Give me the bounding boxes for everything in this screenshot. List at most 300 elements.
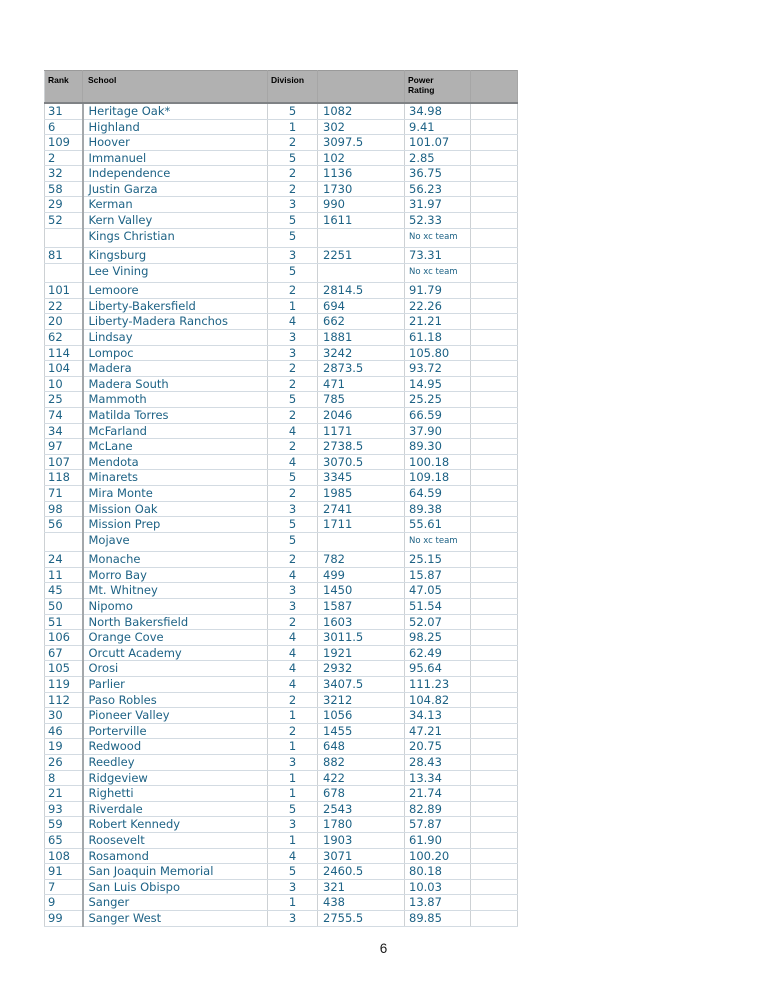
empty-cell <box>471 248 518 264</box>
division-cell: 3 <box>268 910 318 926</box>
empty-cell <box>471 770 518 786</box>
points-cell <box>318 263 405 283</box>
rank-cell: 10 <box>45 376 83 392</box>
table-row <box>45 645 518 661</box>
empty-cell <box>471 298 518 314</box>
rank-cell: 50 <box>45 599 83 615</box>
rank-cell: 45 <box>45 583 83 599</box>
school-cell: Redwood <box>83 739 268 755</box>
empty-cell <box>471 864 518 880</box>
school-cell: Ridgeview <box>83 770 268 786</box>
empty-cell <box>471 801 518 817</box>
rank-cell <box>45 228 83 248</box>
power-rating-cell: 52.07 <box>405 614 471 630</box>
empty-cell <box>471 330 518 346</box>
division-cell: 4 <box>268 454 318 470</box>
division-cell: 2 <box>268 485 318 501</box>
rank-cell: 46 <box>45 723 83 739</box>
column-header-division <box>268 71 318 104</box>
power-rating-cell: 89.38 <box>405 501 471 517</box>
table-row <box>45 470 518 486</box>
rank-cell: 119 <box>45 677 83 693</box>
table-header <box>45 71 518 104</box>
empty-cell <box>471 197 518 213</box>
school-cell: Lindsay <box>83 330 268 346</box>
empty-cell <box>471 166 518 182</box>
school-cell: Orcutt Academy <box>83 645 268 661</box>
points-cell: 2755.5 <box>318 910 405 926</box>
power-rating-cell: 104.82 <box>405 692 471 708</box>
empty-cell <box>471 817 518 833</box>
empty-cell <box>471 583 518 599</box>
division-cell: 3 <box>268 879 318 895</box>
school-cell: Heritage Oak* <box>83 103 268 119</box>
rank-cell: 24 <box>45 552 83 568</box>
empty-cell <box>471 879 518 895</box>
table-row <box>45 532 518 552</box>
rank-cell: 105 <box>45 661 83 677</box>
empty-cell <box>471 263 518 283</box>
division-cell: 2 <box>268 408 318 424</box>
division-cell: 5 <box>268 517 318 533</box>
table-row <box>45 567 518 583</box>
division-cell: 5 <box>268 228 318 248</box>
division-cell: 5 <box>268 470 318 486</box>
table-row <box>45 864 518 880</box>
empty-cell <box>471 599 518 615</box>
rank-cell: 2 <box>45 150 83 166</box>
table-row <box>45 723 518 739</box>
rank-cell <box>45 263 83 283</box>
school-cell: Minarets <box>83 470 268 486</box>
points-cell: 1903 <box>318 832 405 848</box>
column-header-power-rating-label: Power Rating <box>408 75 435 95</box>
division-cell: 3 <box>268 599 318 615</box>
rank-cell: 81 <box>45 248 83 264</box>
school-cell: San Joaquin Memorial <box>83 864 268 880</box>
school-cell: Lemoore <box>83 283 268 299</box>
school-cell: Matilda Torres <box>83 408 268 424</box>
empty-cell <box>471 910 518 926</box>
rank-cell: 59 <box>45 817 83 833</box>
school-cell: Liberty-Madera Ranchos <box>83 314 268 330</box>
points-cell: 471 <box>318 376 405 392</box>
empty-cell <box>471 677 518 693</box>
division-cell: 3 <box>268 248 318 264</box>
empty-cell <box>471 345 518 361</box>
power-rating-cell: 66.59 <box>405 408 471 424</box>
school-cell: Kerman <box>83 197 268 213</box>
school-cell: Robert Kennedy <box>83 817 268 833</box>
power-rating-cell: 21.21 <box>405 314 471 330</box>
table-row <box>45 848 518 864</box>
division-cell: 3 <box>268 817 318 833</box>
points-cell: 1171 <box>318 423 405 439</box>
power-rating-cell: 2.85 <box>405 150 471 166</box>
empty-cell <box>471 723 518 739</box>
points-cell: 990 <box>318 197 405 213</box>
division-cell: 2 <box>268 723 318 739</box>
power-rating-cell: 25.15 <box>405 552 471 568</box>
points-cell: 1780 <box>318 817 405 833</box>
school-cell: Orange Cove <box>83 630 268 646</box>
points-cell <box>318 532 405 552</box>
empty-cell <box>471 501 518 517</box>
points-cell: 1136 <box>318 166 405 182</box>
division-cell: 1 <box>268 895 318 911</box>
school-cell: Reedley <box>83 754 268 770</box>
school-cell: Madera South <box>83 376 268 392</box>
column-header-school <box>83 71 268 104</box>
table-row <box>45 283 518 299</box>
school-cell: Liberty-Bakersfield <box>83 298 268 314</box>
rank-cell: 34 <box>45 423 83 439</box>
empty-cell <box>471 119 518 135</box>
empty-cell <box>471 786 518 802</box>
power-rating-cell: 61.18 <box>405 330 471 346</box>
points-cell: 3242 <box>318 345 405 361</box>
header-row <box>45 71 518 104</box>
division-cell: 4 <box>268 314 318 330</box>
empty-cell <box>471 630 518 646</box>
power-rating-cell: 15.87 <box>405 567 471 583</box>
school-cell: Mt. Whitney <box>83 583 268 599</box>
points-cell: 2932 <box>318 661 405 677</box>
empty-cell <box>471 708 518 724</box>
table-row <box>45 119 518 135</box>
rank-cell: 118 <box>45 470 83 486</box>
table-row <box>45 423 518 439</box>
rank-cell: 106 <box>45 630 83 646</box>
school-cell: Madera <box>83 361 268 377</box>
division-cell: 5 <box>268 532 318 552</box>
table-row <box>45 392 518 408</box>
school-cell: Porterville <box>83 723 268 739</box>
division-cell: 3 <box>268 330 318 346</box>
points-cell: 1455 <box>318 723 405 739</box>
table-row <box>45 454 518 470</box>
division-cell: 1 <box>268 739 318 755</box>
table-row <box>45 583 518 599</box>
table-row <box>45 501 518 517</box>
power-rating-cell: 57.87 <box>405 817 471 833</box>
division-cell: 1 <box>268 786 318 802</box>
power-rating-cell: 21.74 <box>405 786 471 802</box>
table-row <box>45 361 518 377</box>
table-row <box>45 770 518 786</box>
points-cell: 1985 <box>318 485 405 501</box>
empty-cell <box>471 408 518 424</box>
school-cell: Morro Bay <box>83 567 268 583</box>
table-row <box>45 630 518 646</box>
division-cell: 5 <box>268 392 318 408</box>
points-cell: 2873.5 <box>318 361 405 377</box>
school-cell: Nipomo <box>83 599 268 615</box>
table-row <box>45 408 518 424</box>
column-header-division-label: Division <box>271 75 305 85</box>
division-cell: 4 <box>268 645 318 661</box>
division-cell: 2 <box>268 552 318 568</box>
power-rating-cell: 73.31 <box>405 248 471 264</box>
division-cell: 3 <box>268 754 318 770</box>
points-cell: 3097.5 <box>318 135 405 151</box>
school-cell: Independence <box>83 166 268 182</box>
empty-cell <box>471 485 518 501</box>
power-rating-cell: 14.95 <box>405 376 471 392</box>
school-cell: Lompoc <box>83 345 268 361</box>
points-cell: 3070.5 <box>318 454 405 470</box>
power-rating-cell: 13.34 <box>405 770 471 786</box>
division-cell: 5 <box>268 150 318 166</box>
division-cell: 2 <box>268 439 318 455</box>
points-cell: 1611 <box>318 213 405 229</box>
points-cell: 1730 <box>318 181 405 197</box>
rank-cell: 104 <box>45 361 83 377</box>
rank-cell: 101 <box>45 283 83 299</box>
points-cell: 3407.5 <box>318 677 405 693</box>
rank-cell <box>45 532 83 552</box>
rank-cell: 9 <box>45 895 83 911</box>
division-cell: 4 <box>268 661 318 677</box>
power-rating-cell: 10.03 <box>405 879 471 895</box>
rank-cell: 30 <box>45 708 83 724</box>
division-cell: 1 <box>268 119 318 135</box>
rank-cell: 58 <box>45 181 83 197</box>
page-number: 6 <box>379 941 388 956</box>
rank-cell: 26 <box>45 754 83 770</box>
power-rating-cell: 100.18 <box>405 454 471 470</box>
rank-cell: 19 <box>45 739 83 755</box>
power-rating-cell: 25.25 <box>405 392 471 408</box>
points-cell: 648 <box>318 739 405 755</box>
table-row <box>45 599 518 615</box>
points-cell: 3071 <box>318 848 405 864</box>
table-row <box>45 786 518 802</box>
power-rating-cell: 61.90 <box>405 832 471 848</box>
division-cell: 5 <box>268 213 318 229</box>
points-cell: 422 <box>318 770 405 786</box>
points-cell: 3212 <box>318 692 405 708</box>
school-cell: Kings Christian <box>83 228 268 248</box>
rank-cell: 29 <box>45 197 83 213</box>
empty-cell <box>471 314 518 330</box>
school-cell: Monache <box>83 552 268 568</box>
table-row <box>45 314 518 330</box>
empty-cell <box>471 692 518 708</box>
table-row <box>45 677 518 693</box>
column-header-extra <box>471 71 518 104</box>
division-cell: 4 <box>268 423 318 439</box>
division-cell: 2 <box>268 166 318 182</box>
division-cell: 1 <box>268 298 318 314</box>
points-cell: 2046 <box>318 408 405 424</box>
power-rating-cell: 98.25 <box>405 630 471 646</box>
power-rating-cell: 105.80 <box>405 345 471 361</box>
power-rating-cell: 28.43 <box>405 754 471 770</box>
division-cell: 4 <box>268 567 318 583</box>
table-row <box>45 692 518 708</box>
power-rating-cell: 89.30 <box>405 439 471 455</box>
empty-cell <box>471 228 518 248</box>
school-cell: Mira Monte <box>83 485 268 501</box>
power-rating-cell: 22.26 <box>405 298 471 314</box>
empty-cell <box>471 848 518 864</box>
points-cell: 102 <box>318 150 405 166</box>
empty-cell <box>471 392 518 408</box>
division-cell: 2 <box>268 181 318 197</box>
points-cell: 2814.5 <box>318 283 405 299</box>
power-rating-cell: 64.59 <box>405 485 471 501</box>
points-cell: 782 <box>318 552 405 568</box>
rank-cell: 74 <box>45 408 83 424</box>
column-header-power-rating <box>405 71 471 104</box>
school-cell: Lee Vining <box>83 263 268 283</box>
points-cell: 1711 <box>318 517 405 533</box>
power-rating-cell: 93.72 <box>405 361 471 377</box>
empty-cell <box>471 552 518 568</box>
table-row <box>45 135 518 151</box>
school-cell: Paso Robles <box>83 692 268 708</box>
division-cell: 2 <box>268 376 318 392</box>
power-rating-cell: 47.21 <box>405 723 471 739</box>
points-cell: 1450 <box>318 583 405 599</box>
rank-cell: 32 <box>45 166 83 182</box>
empty-cell <box>471 832 518 848</box>
school-cell: Mammoth <box>83 392 268 408</box>
school-cell: McFarland <box>83 423 268 439</box>
table-row <box>45 439 518 455</box>
points-cell: 1921 <box>318 645 405 661</box>
table-row <box>45 895 518 911</box>
table-body <box>45 103 518 926</box>
column-header-school-label: School <box>88 75 117 85</box>
division-cell: 3 <box>268 197 318 213</box>
table-row <box>45 739 518 755</box>
rank-cell: 67 <box>45 645 83 661</box>
rank-cell: 21 <box>45 786 83 802</box>
school-cell: Roosevelt <box>83 832 268 848</box>
table-row <box>45 263 518 283</box>
table-row <box>45 298 518 314</box>
division-cell: 2 <box>268 614 318 630</box>
points-cell: 785 <box>318 392 405 408</box>
school-cell: Mission Oak <box>83 501 268 517</box>
column-header-rank-label: Rank <box>48 75 69 85</box>
power-rating-cell: 91.79 <box>405 283 471 299</box>
school-cell: Mendota <box>83 454 268 470</box>
power-rating-cell: 9.41 <box>405 119 471 135</box>
rank-cell: 108 <box>45 848 83 864</box>
school-cell: Kern Valley <box>83 213 268 229</box>
empty-cell <box>471 739 518 755</box>
school-cell: Hoover <box>83 135 268 151</box>
points-cell: 2741 <box>318 501 405 517</box>
empty-cell <box>471 135 518 151</box>
points-cell: 2738.5 <box>318 439 405 455</box>
division-cell: 2 <box>268 135 318 151</box>
school-cell: McLane <box>83 439 268 455</box>
table-row <box>45 248 518 264</box>
empty-cell <box>471 213 518 229</box>
empty-cell <box>471 376 518 392</box>
division-cell: 1 <box>268 832 318 848</box>
points-cell: 3345 <box>318 470 405 486</box>
power-rating-cell: 37.90 <box>405 423 471 439</box>
power-rating-cell: 31.97 <box>405 197 471 213</box>
rank-cell: 56 <box>45 517 83 533</box>
power-rating-cell: 89.85 <box>405 910 471 926</box>
rank-cell: 6 <box>45 119 83 135</box>
school-cell: Justin Garza <box>83 181 268 197</box>
column-header-points <box>318 71 405 104</box>
rank-cell: 11 <box>45 567 83 583</box>
points-cell: 662 <box>318 314 405 330</box>
rank-cell: 22 <box>45 298 83 314</box>
column-header-rank <box>45 71 83 104</box>
points-cell: 321 <box>318 879 405 895</box>
division-cell: 4 <box>268 848 318 864</box>
rank-cell: 20 <box>45 314 83 330</box>
table-row <box>45 614 518 630</box>
division-cell: 3 <box>268 345 318 361</box>
power-rating-cell: 47.05 <box>405 583 471 599</box>
empty-cell <box>471 567 518 583</box>
power-rating-cell: 34.13 <box>405 708 471 724</box>
rank-cell: 112 <box>45 692 83 708</box>
power-rating-cell: 80.18 <box>405 864 471 880</box>
rank-cell: 97 <box>45 439 83 455</box>
power-rating-cell: 111.23 <box>405 677 471 693</box>
table-row <box>45 330 518 346</box>
points-cell: 499 <box>318 567 405 583</box>
rank-cell: 7 <box>45 879 83 895</box>
table-row <box>45 376 518 392</box>
empty-cell <box>471 661 518 677</box>
school-cell: Rosamond <box>83 848 268 864</box>
division-cell: 5 <box>268 801 318 817</box>
division-cell: 1 <box>268 770 318 786</box>
points-cell: 1881 <box>318 330 405 346</box>
rank-cell: 31 <box>45 103 83 119</box>
rank-cell: 114 <box>45 345 83 361</box>
table-row <box>45 166 518 182</box>
school-cell: Kingsburg <box>83 248 268 264</box>
table-row <box>45 197 518 213</box>
points-cell: 678 <box>318 786 405 802</box>
school-cell: Riverdale <box>83 801 268 817</box>
empty-cell <box>471 103 518 119</box>
school-cell: Mojave <box>83 532 268 552</box>
power-rating-cell: 52.33 <box>405 213 471 229</box>
school-cell: Highland <box>83 119 268 135</box>
rank-cell: 62 <box>45 330 83 346</box>
table-row <box>45 879 518 895</box>
empty-cell <box>471 423 518 439</box>
empty-cell <box>471 754 518 770</box>
table-row <box>45 910 518 926</box>
power-rating-cell: 36.75 <box>405 166 471 182</box>
table-row <box>45 832 518 848</box>
rank-cell: 8 <box>45 770 83 786</box>
power-rating-cell: 55.61 <box>405 517 471 533</box>
division-cell: 2 <box>268 283 318 299</box>
table-row <box>45 661 518 677</box>
power-rating-cell: 95.64 <box>405 661 471 677</box>
division-cell: 5 <box>268 864 318 880</box>
empty-cell <box>471 614 518 630</box>
rank-cell: 107 <box>45 454 83 470</box>
division-cell: 2 <box>268 361 318 377</box>
